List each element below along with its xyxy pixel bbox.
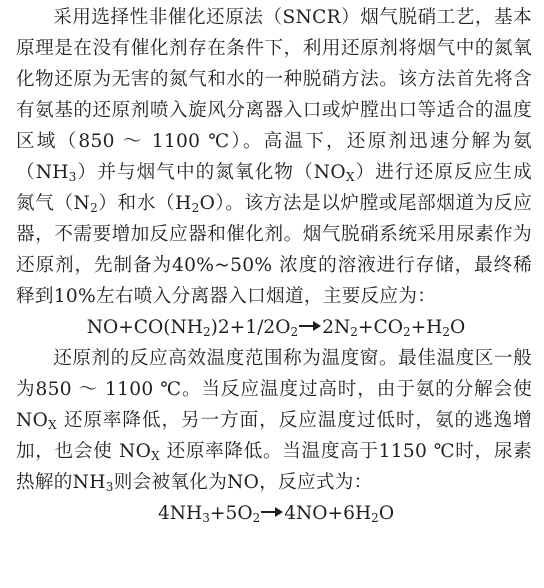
reaction-arrow-icon <box>261 507 283 517</box>
equation-text: +CO <box>357 317 403 338</box>
subscript: 3 <box>68 170 77 184</box>
equation-urea-reaction <box>16 312 532 343</box>
paragraph-text: 还原剂的反应高效温度范围称为温度窗。最佳温度区一般为850 ～ 1100 ℃。当反应温度过高时，由于氨的分解会使 NO <box>16 348 532 431</box>
equation-text: +5O <box>209 503 253 524</box>
equation-ammonia-oxidation <box>16 498 532 529</box>
subscript: 3 <box>202 511 210 525</box>
equation-text: 4NH <box>157 503 203 524</box>
subscript: 2 <box>191 201 200 215</box>
equation-text: O <box>378 503 395 524</box>
subscript: 2 <box>203 325 211 339</box>
equation-text: 2N <box>322 317 351 338</box>
paragraph-text: ）和水（H <box>98 193 192 214</box>
equation-text: O <box>450 317 466 338</box>
paragraph-text: ）并与烟气中的氮氧化物（NO <box>76 162 346 183</box>
subscript: 2 <box>371 511 379 525</box>
paragraph-text: O）。该方法是以炉膛或尾部烟道为反应器，不需要增加反应器和催化剂。烟气脱硝系统采用尿素作为还原剂，先制备为40%~50% 浓度的溶液进行存储，最终稀释到10%左右喷入分离器入口烟道，主要反应为： <box>16 193 532 307</box>
subscript: X <box>151 449 160 463</box>
paragraph-temperature-window <box>16 343 532 498</box>
subscript: 2 <box>290 325 299 339</box>
subscript: 2 <box>350 325 358 339</box>
subscript: X <box>48 418 57 432</box>
paragraph-text: 还原率降低。当温度高于1150 ℃时，尿素热解的NH <box>16 441 532 493</box>
paragraph-text: 则会被氧化为NO，反应式为： <box>113 472 373 493</box>
equation-text: NO+CO(NH <box>86 317 204 338</box>
subscript: 3 <box>105 480 114 494</box>
equation-text: )2+1/2O <box>210 317 291 338</box>
equation-text: 4NO+6H <box>284 503 372 524</box>
paragraph-sncr-principle <box>16 2 532 312</box>
subscript: 2 <box>402 325 411 339</box>
subscript: 2 <box>90 201 99 215</box>
paragraph-text: ）进行还原反应生成氮气（N <box>16 162 533 214</box>
paragraph-text: 还原率降低，另一方面，反应温度过低时，氨的逃逸增加，也会使 NO <box>16 410 532 462</box>
subscript: 2 <box>442 325 451 339</box>
paragraph-text: 采用选择性非催化还原法（SNCR）烟气脱硝工艺，基本原理是在没有催化剂存在条件下，利用还原剂将烟气中的氮氧化物还原为无害的氮气和水的一种脱硝方法。该方法首先将含有氨基的还原剂喷入旋风分离器入口或炉膛出口等适合的温度区域（850 ～ 1100 ℃）。高温下，还原剂迅速分解为氨（NH <box>16 7 532 183</box>
subscript: 2 <box>252 511 261 525</box>
equation-text: +H <box>410 317 443 338</box>
subscript: X <box>345 170 355 184</box>
reaction-arrow-icon <box>299 321 321 331</box>
